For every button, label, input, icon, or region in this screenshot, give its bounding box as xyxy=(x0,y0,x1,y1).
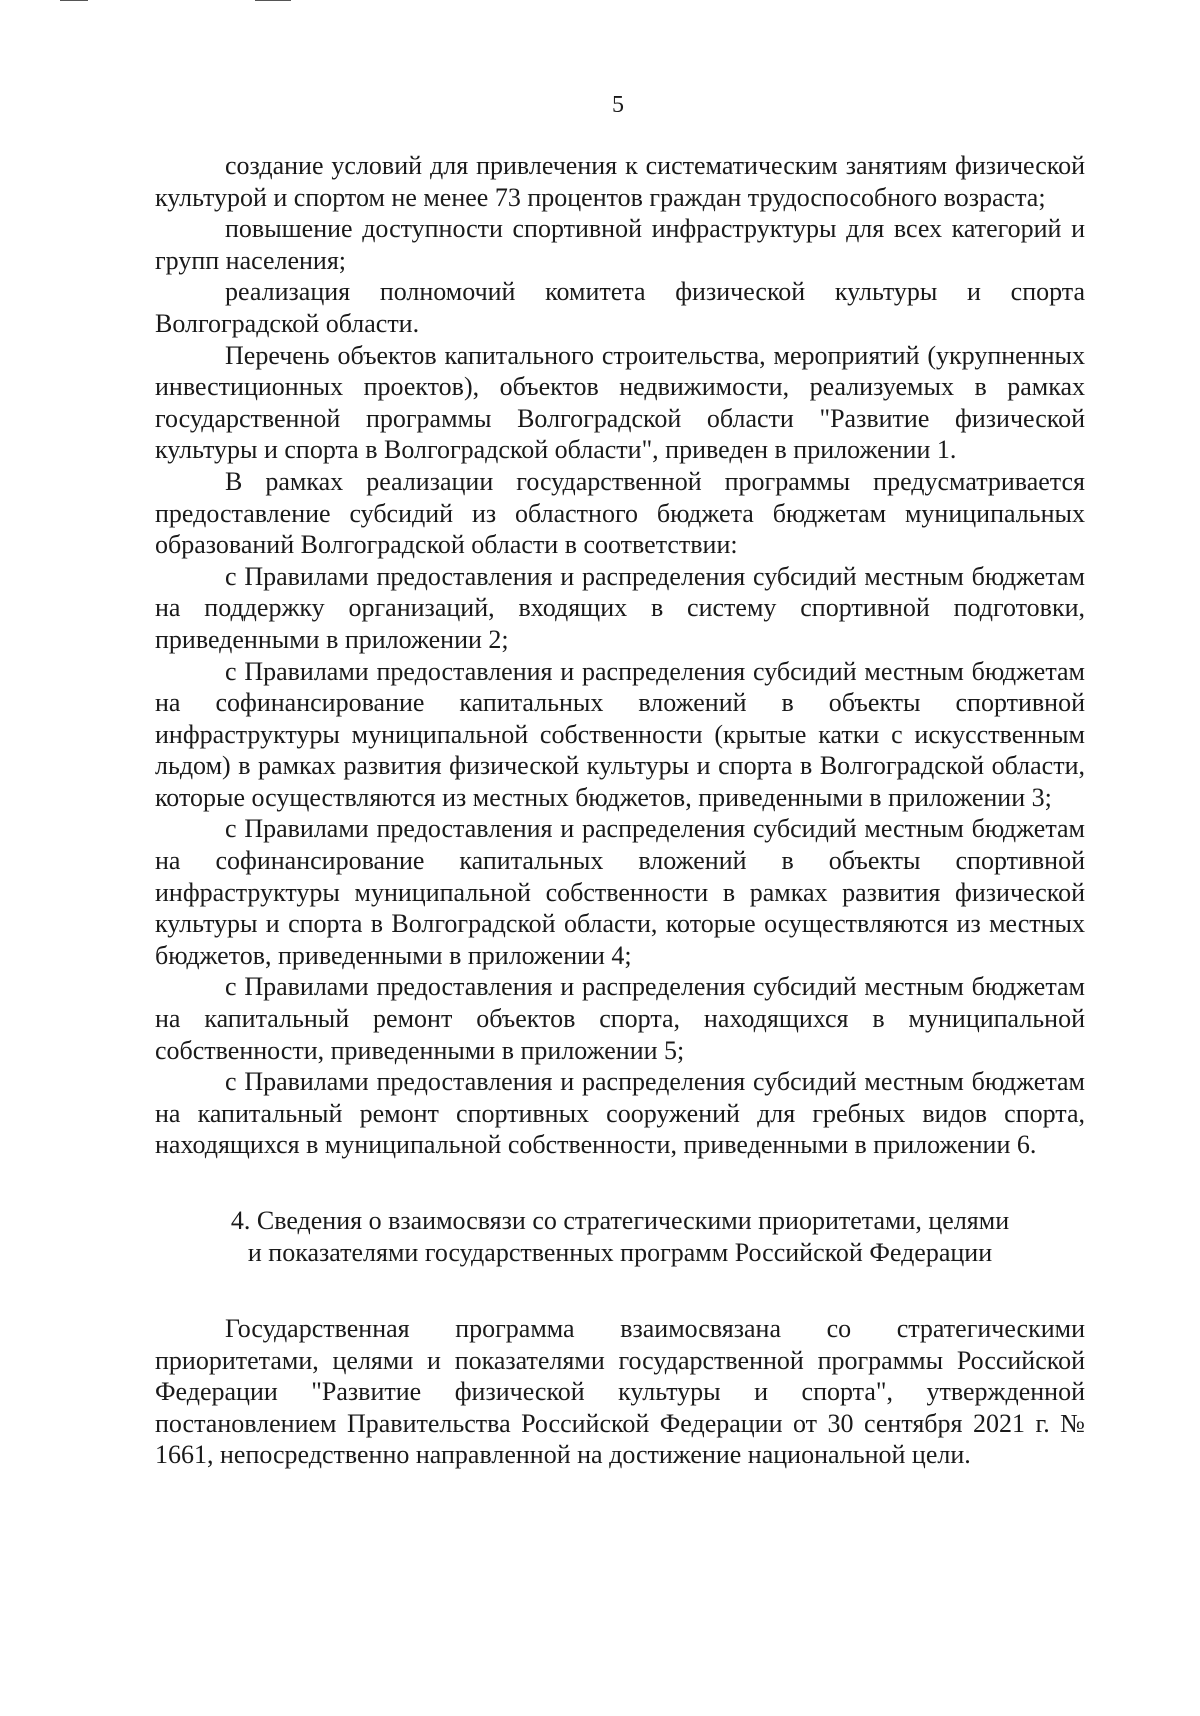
section-heading-line: 4. Сведения о взаимосвязи со стратегическими приоритетами, целями xyxy=(230,1206,1010,1235)
paragraph: повышение доступности спортивной инфраструктуры для всех категорий и групп населения; xyxy=(155,214,1085,275)
paragraph: с Правилами предоставления и распределения субсидий местным бюджетам на софинансирование капитальных вложений в объекты спортивной инфраструктуры муниципальной собственности (крытые катки с искусственным льдом) в рамках развития физической культуры и спорта в Волгоградской области, которые осуществляются из местных бюджетов, приведенными в приложении 3; xyxy=(155,656,1085,812)
paragraph: Государственная программа взаимосвязана со стратегическими приоритетами, целями и показателями государственной программы Российской Федерации "Развитие физической культуры и спорта", утвержденной постановлением Правительства Российской Федерации от 30 сентября 2021 г. № 1661, непосредственно направленной на достижение национальной цели. xyxy=(155,1314,1085,1470)
scan-edge-mark xyxy=(255,0,291,4)
section-heading xyxy=(155,1205,1085,1269)
page-number: 5 xyxy=(612,92,624,118)
document-body xyxy=(155,150,1085,1471)
paragraph: с Правилами предоставления и распределения субсидий местным бюджетам на софинансирование капитальных вложений в объекты спортивной инфраструктуры муниципальной собственности в рамках развития физической культуры и спорта в Волгоградской области, которые осуществляются из местных бюджетов, приведенными в приложении 4; xyxy=(155,814,1085,970)
paragraph: создание условий для привлечения к систематическим занятиям физической культурой и спортом не менее 73 процентов граждан трудоспособного возраста; xyxy=(155,151,1085,212)
paragraph: с Правилами предоставления и распределения субсидий местным бюджетам на поддержку организаций, входящих в систему спортивной подготовки, приведенными в приложении 2; xyxy=(155,561,1085,654)
paragraph: Перечень объектов капитального строительства, мероприятий (укрупненных инвестиционных проектов), объектов недвижимости, реализуемых в рамках государственной программы Волгоградской области "Развитие физической культуры и спорта в Волгоградской области", приведен в приложении 1. xyxy=(155,340,1085,465)
scan-edge-mark xyxy=(60,0,88,4)
section-body xyxy=(155,1313,1085,1471)
paragraph: с Правилами предоставления и распределения субсидий местным бюджетам на капитальный ремонт спортивных сооружений для гребных видов спорта, находящихся в муниципальной собственности, приведенными в приложении 6. xyxy=(155,1067,1085,1160)
paragraph: с Правилами предоставления и распределения субсидий местным бюджетам на капитальный ремонт объектов спорта, находящихся в муниципальной собственности, приведенными в приложении 5; xyxy=(155,972,1085,1065)
section-heading-line: и показателями государственных программ Российской Федерации xyxy=(247,1238,993,1267)
paragraph: В рамках реализации государственной программы предусматривается предоставление субсидий из областного бюджета бюджетам муниципальных образований Волгоградской области в соответствии: xyxy=(155,466,1085,560)
paragraph: реализация полномочий комитета физической культуры и спорта Волгоградской области. xyxy=(155,277,1085,338)
